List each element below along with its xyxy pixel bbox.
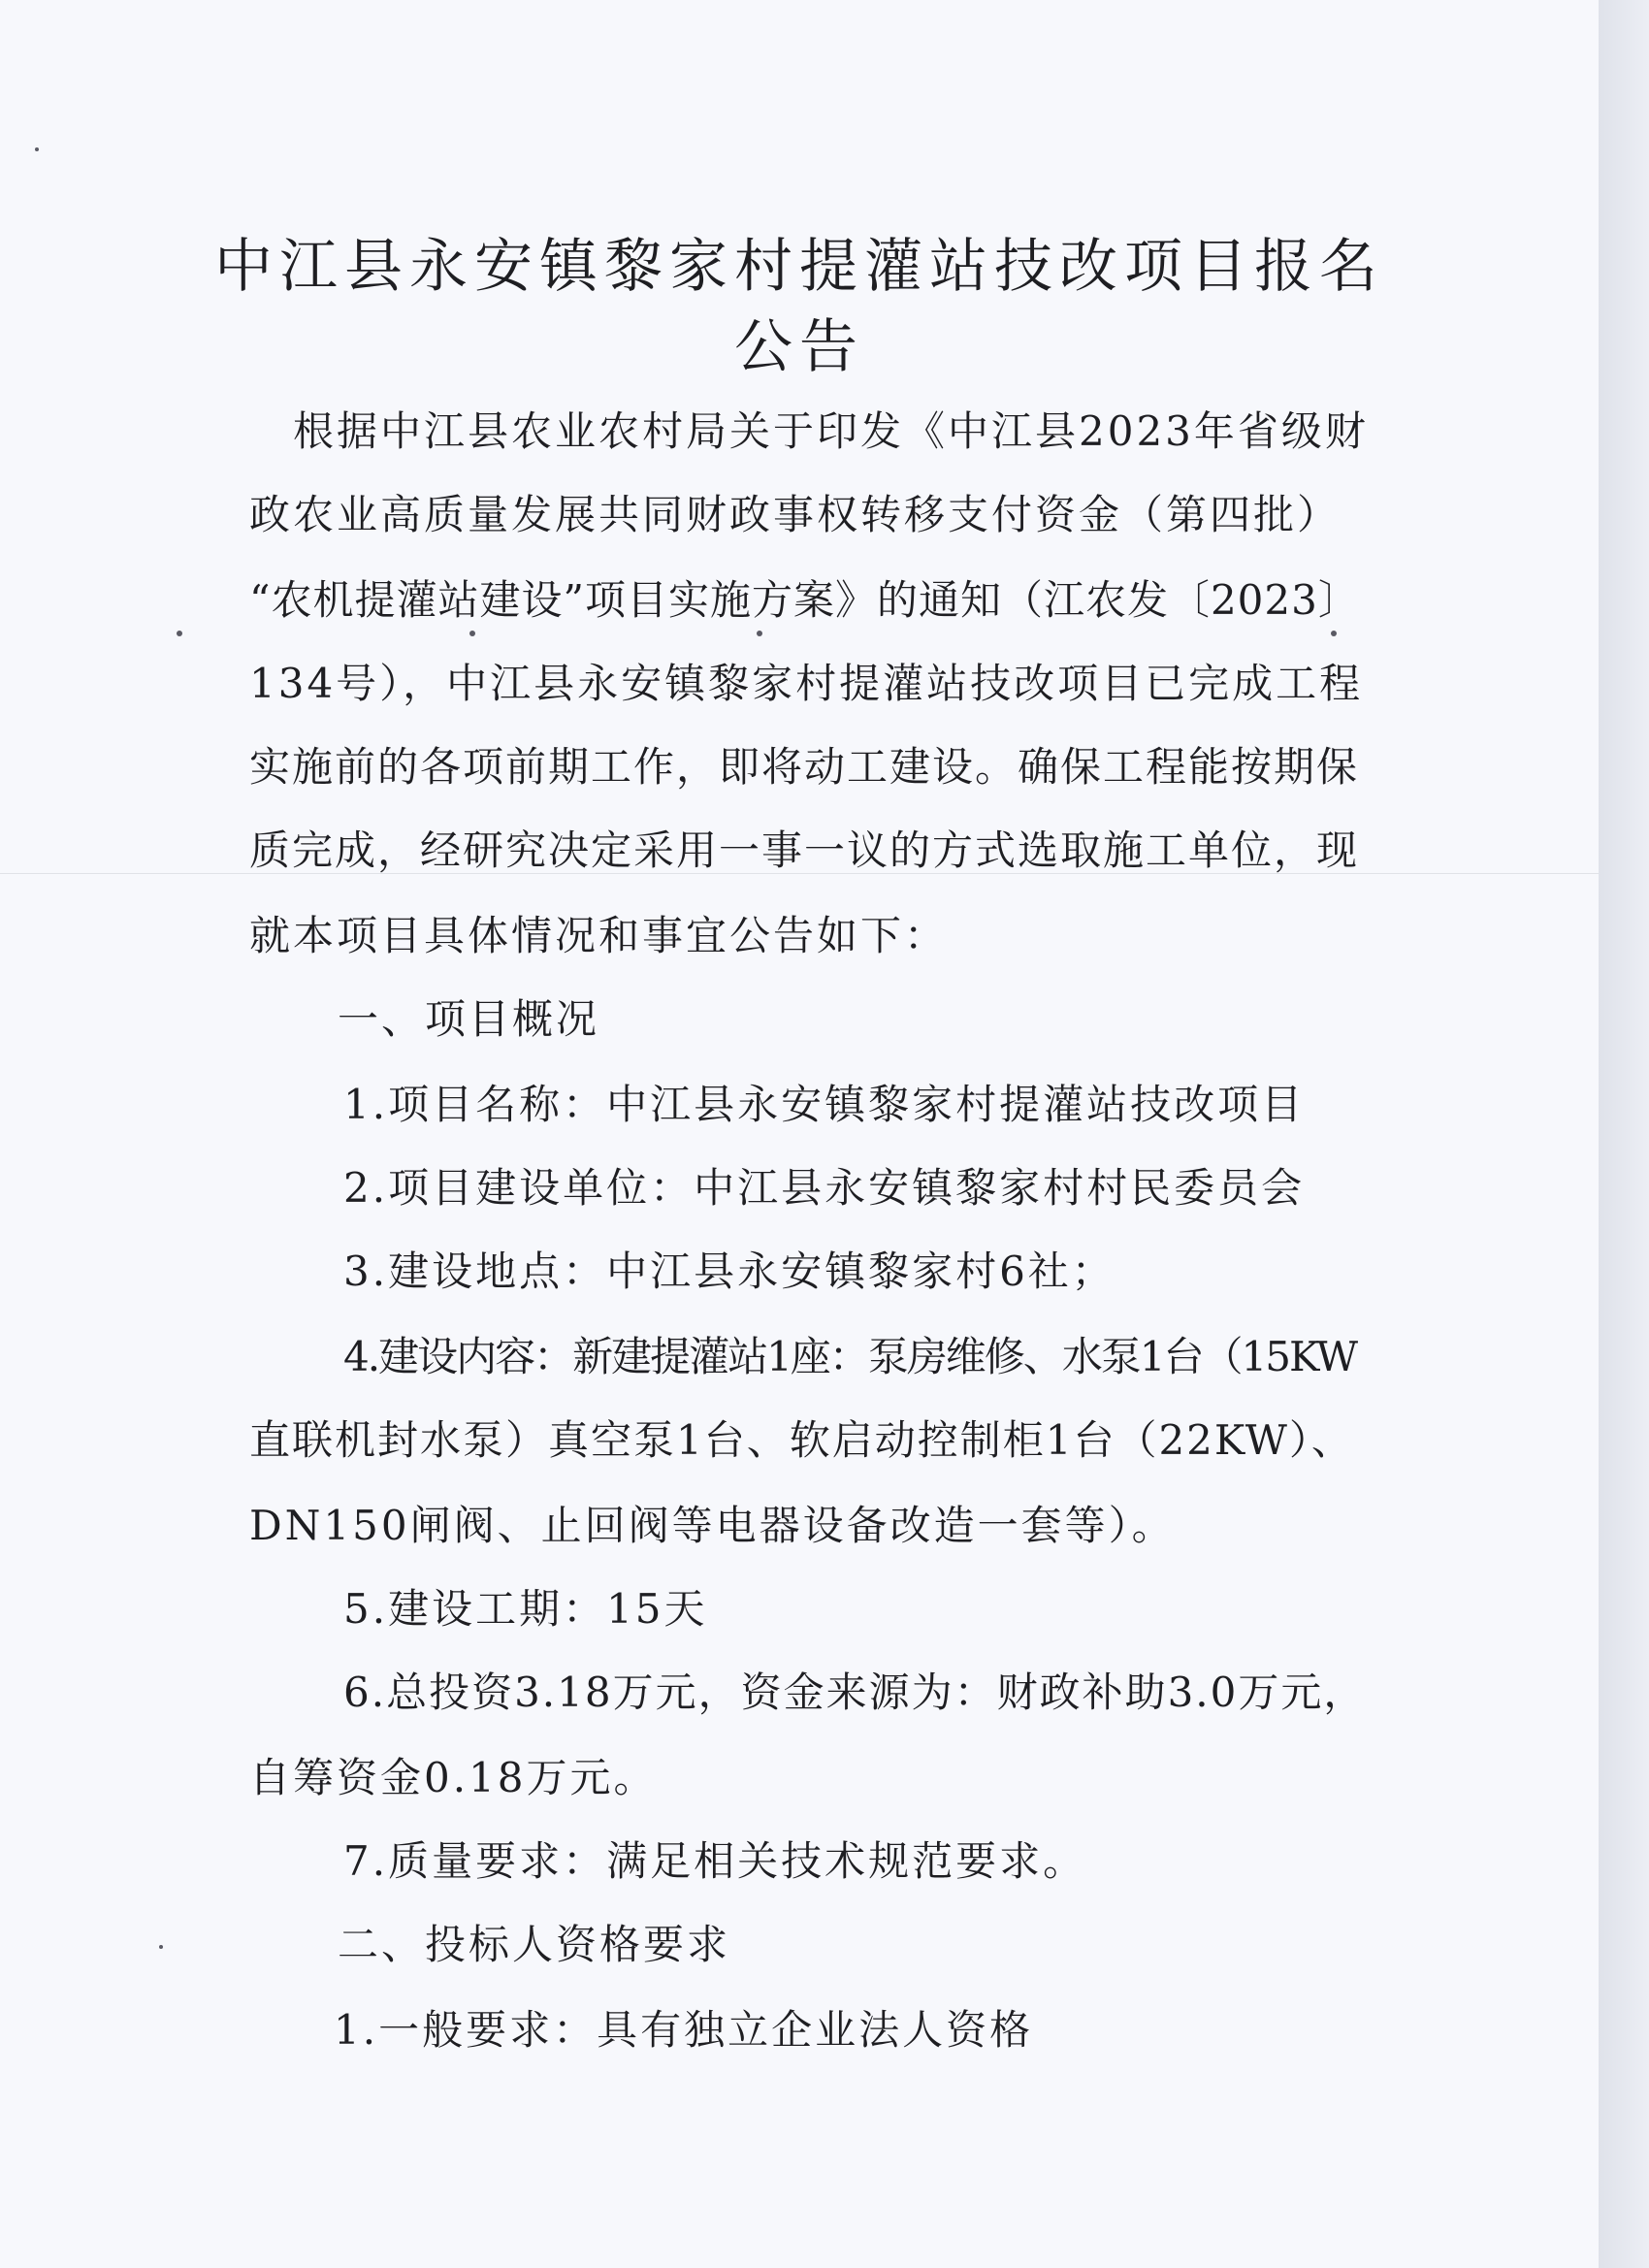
body-line: 2.项目建设单位：中江县永安镇黎家村村民委员会: [343, 1164, 1306, 1212]
body-line: 3.建设地点：中江县永安镇黎家村6社；: [343, 1247, 1116, 1295]
body-line: 1.一般要求：具有独立企业法人资格: [334, 2006, 1034, 2054]
document-title-line-2: 公告: [734, 313, 864, 381]
body-line: 就本项目具体情况和事宜公告如下：: [249, 912, 949, 959]
body-line: 7.质量要求：满足相关技术规范要求。: [343, 1837, 1087, 1885]
body-line: 1.项目名称：中江县永安镇黎家村提灌站技改项目: [343, 1081, 1306, 1128]
body-line: 根据中江县农业农村局关于印发《中江县2023年省级财: [293, 407, 1369, 455]
scan-speck: [35, 147, 39, 151]
body-line: 直联机封水泵）真空泵1台、软启动控制柜1台（22KW）、: [249, 1416, 1354, 1464]
body-line: 4.建设内容：新建提灌站1座：泵房维修、水泵1台（15KW: [343, 1333, 1357, 1380]
scan-speck: [177, 631, 182, 636]
scan-speck: [469, 631, 475, 636]
scan-speck: [757, 631, 762, 636]
body-line: 质完成，经研究决定采用一事一议的方式选取施工单位，现: [249, 826, 1360, 874]
section-heading: 二、投标人资格要求: [338, 1921, 731, 1968]
body-line: 政农业高质量发展共同财政事权转移支付资金（第四批）: [249, 491, 1342, 538]
body-line: 6.总投资3.18万元，资金来源为：财政补助3.0万元，: [343, 1669, 1367, 1716]
section-heading: 一、项目概况: [338, 995, 600, 1043]
body-line: 自筹资金0.18万元。: [249, 1754, 658, 1801]
scan-speck: [1331, 631, 1337, 636]
document-title-line-1: 中江县永安镇黎家村提灌站技改项目报名: [214, 233, 1384, 301]
body-line: DN150闸阀、止回阀等电器设备改造一套等）。: [249, 1502, 1176, 1549]
body-line: “农机提灌站建设”项目实施方案》的通知（江农发〔2023〕: [249, 576, 1360, 624]
body-line: 134号），中江县永安镇黎家村提灌站技改项目已完成工程: [249, 660, 1364, 707]
body-line: 实施前的各项前期工作，即将动工建设。确保工程能按期保: [249, 743, 1360, 791]
body-line: 5.建设工期：15天: [343, 1585, 708, 1633]
scan-speck: [159, 1945, 163, 1949]
scanner-edge: [1599, 0, 1649, 2268]
